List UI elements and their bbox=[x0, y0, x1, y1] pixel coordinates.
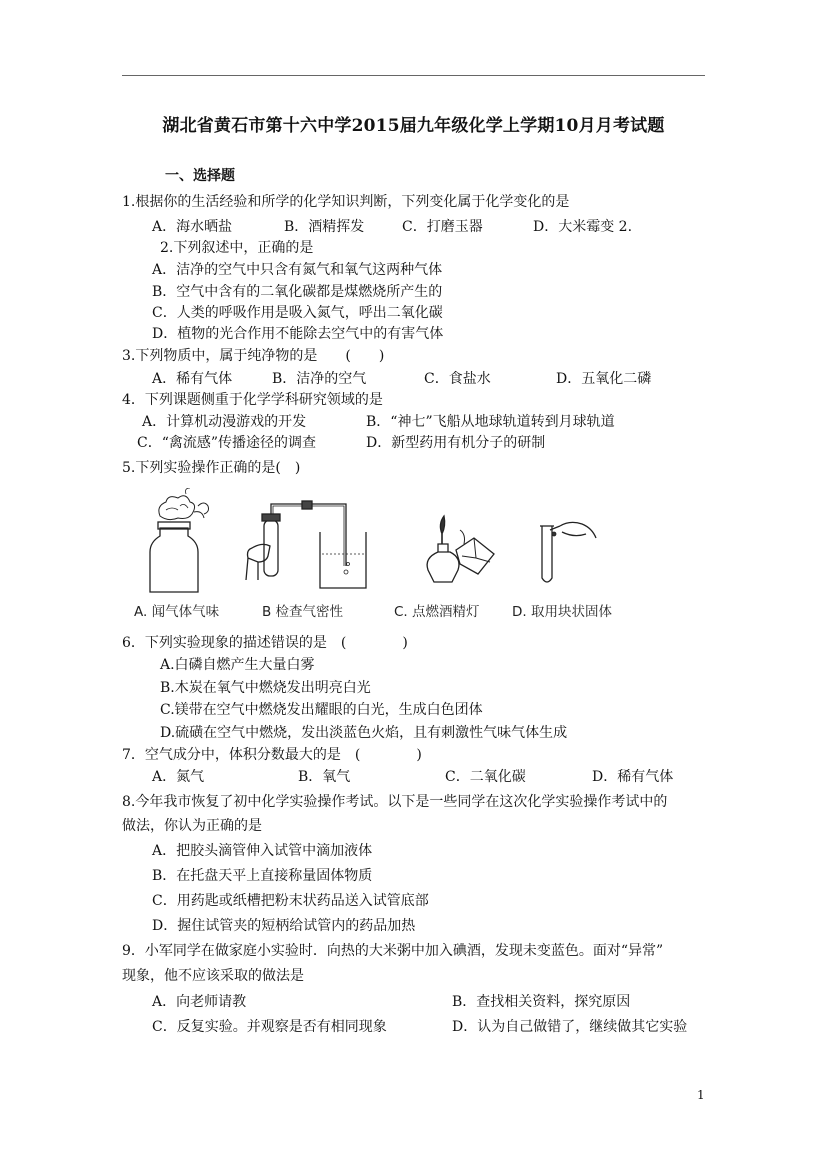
q4-option-c: C．“禽流感”传播途径的调查 bbox=[137, 435, 317, 451]
q4-option-b: B．“神七”飞船从地球轨道转到月球轨道 bbox=[366, 414, 615, 430]
q6-option-a: A.白磷自燃产生大量白雾 bbox=[160, 657, 315, 673]
q7-option-c: C．二氧化碳 bbox=[445, 769, 526, 785]
section-heading: 一、选择题 bbox=[165, 168, 235, 184]
question-9: 9．小军同学在做家庭小实验时．向热的大米粥中加入碘酒，发现未变蓝色。面对“异常” bbox=[122, 943, 664, 959]
figure-a-caption: A. 闻气体气味 bbox=[134, 604, 220, 620]
q3-option-c: C．食盐水 bbox=[424, 371, 491, 387]
q6-option-c: C.镁带在空气中燃烧发出耀眼的白光，生成白色团体 bbox=[160, 702, 483, 718]
q3-option-b: B．洁净的空气 bbox=[272, 371, 367, 387]
q9-option-b: B．查找相关资料，探究原因 bbox=[452, 994, 631, 1010]
q1-option-a: A．海水晒盐 bbox=[152, 219, 233, 235]
figure-a-smell-gas bbox=[138, 488, 218, 596]
q8-option-b: B．在托盘天平上直接称量固体物质 bbox=[152, 868, 373, 884]
figure-d-caption: D. 取用块状固体 bbox=[512, 604, 612, 620]
question-4: 4．下列课题侧重于化学学科研究领域的是 bbox=[122, 392, 383, 408]
q2-option-d: D．植物的光合作用不能除去空气中的有害气体 bbox=[152, 326, 444, 342]
q9-option-c: C．反复实验。并观察是否有相同现象 bbox=[152, 1019, 387, 1035]
q1-option-d: D．大米霉变 2. bbox=[533, 219, 633, 235]
page-number: 1 bbox=[697, 1088, 705, 1102]
q1-option-b: B．酒精挥发 bbox=[284, 219, 365, 235]
q2-option-c: C．人类的呼吸作用是吸入氮气，呼出二氧化碳 bbox=[152, 305, 443, 321]
q7-option-d: D．稀有气体 bbox=[592, 769, 674, 785]
figure-c-light-alcohol-lamp bbox=[416, 510, 500, 590]
question-8: 8.今年我市恢复了初中化学实验操作考试。以下是一些同学在这次化学实验操作考试中的 bbox=[122, 794, 668, 810]
question-5: 5.下列实验操作正确的是( ) bbox=[122, 460, 301, 476]
q9-option-a: A．向老师请教 bbox=[152, 994, 247, 1010]
header-rule bbox=[122, 75, 705, 76]
q4-option-d: D．新型药用有机分子的研制 bbox=[366, 435, 546, 451]
question-2: 2.下列叙述中，正确的是 bbox=[160, 240, 314, 256]
q1-option-c: C．打磨玉器 bbox=[402, 219, 483, 235]
figure-c-caption: C. 点燃酒精灯 bbox=[394, 604, 480, 620]
q7-option-a: A．氮气 bbox=[152, 769, 205, 785]
q9-option-d: D．认为自己做错了，继续做其它实验 bbox=[452, 1019, 688, 1035]
q2-option-b: B．空气中含有的二氧化碳都是煤燃烧所产生的 bbox=[152, 284, 443, 300]
q6-option-d: D.硫磺在空气中燃烧，发出淡蓝色火焰，且有刺激性气味气体生成 bbox=[160, 725, 568, 741]
q8-option-d: D．握住试管夹的短柄给试管内的药品加热 bbox=[152, 918, 416, 934]
q2-option-a: A．洁净的空气中只含有氮气和氧气这两种气体 bbox=[152, 262, 443, 278]
question-9-continued: 现象，他不应该采取的做法是 bbox=[122, 968, 304, 984]
q3-option-a: A．稀有气体 bbox=[152, 371, 233, 387]
figure-d-take-lump-solid bbox=[530, 520, 602, 588]
document-title: 湖北省黄石市第十六中学2015届九年级化学上学期10月月考试题 bbox=[162, 116, 665, 136]
question-6: 6．下列实验现象的描述错误的是 ( ) bbox=[122, 635, 408, 651]
question-3: 3.下列物质中，属于纯净物的是 ( ) bbox=[122, 348, 385, 364]
q8-option-c: C．用药匙或纸槽把粉末状药品送入试管底部 bbox=[152, 893, 429, 909]
q7-option-b: B．氧气 bbox=[298, 769, 351, 785]
q8-option-a: A．把胶头滴管伸入试管中滴加液体 bbox=[152, 843, 373, 859]
question-7: 7．空气成分中，体积分数最大的是 ( ) bbox=[122, 747, 422, 763]
figure-b-caption: B 检查气密性 bbox=[262, 604, 344, 620]
question-8-continued: 做法，你认为正确的是 bbox=[122, 818, 262, 834]
q3-option-d: D．五氧化二磷 bbox=[556, 371, 652, 387]
figure-b-airtightness-check bbox=[244, 496, 369, 596]
q4-option-a: A．计算机动漫游戏的开发 bbox=[142, 414, 307, 430]
question-1: 1.根据你的生活经验和所学的化学知识判断，下列变化属于化学变化的是 bbox=[122, 194, 570, 210]
q6-option-b: B.木炭在氧气中燃烧发出明亮白光 bbox=[160, 680, 371, 696]
